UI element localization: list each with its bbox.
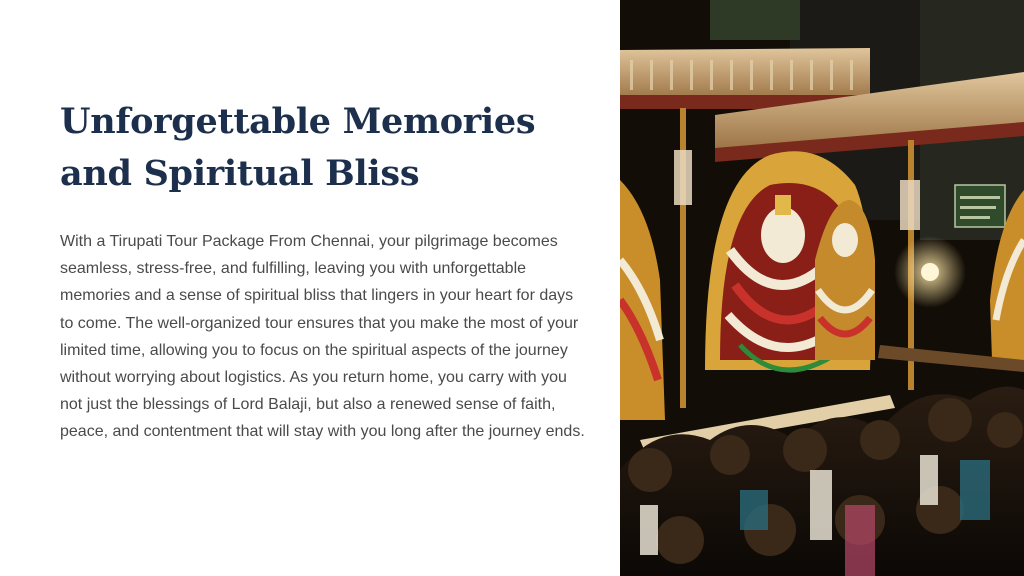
photo-illustration [620, 0, 1024, 576]
slide-title: Unforgettable Memories and Spiritual Bliss [60, 101, 536, 194]
slide-body-text: With a Tirupati Tour Package From Chennai, your pilgrimage becomes seamless, stress-free, and fulfilling, leaving you with unforgettable memories and a sense of spiritual bliss that lingers in your heart for days to come. The well-organized tour ensures that you make the most of your limited time, allowing you to focus on the spiritual aspects of the journey without worrying about logistics. As you return home, you carry with you not just the blessings of Lord Balaji, but also a renewed sense of faith, peace, and contentment that will stay with you long after the journey ends. [60, 233, 585, 441]
text-panel [60, 96, 590, 446]
temple-procession-photo [620, 0, 1024, 576]
